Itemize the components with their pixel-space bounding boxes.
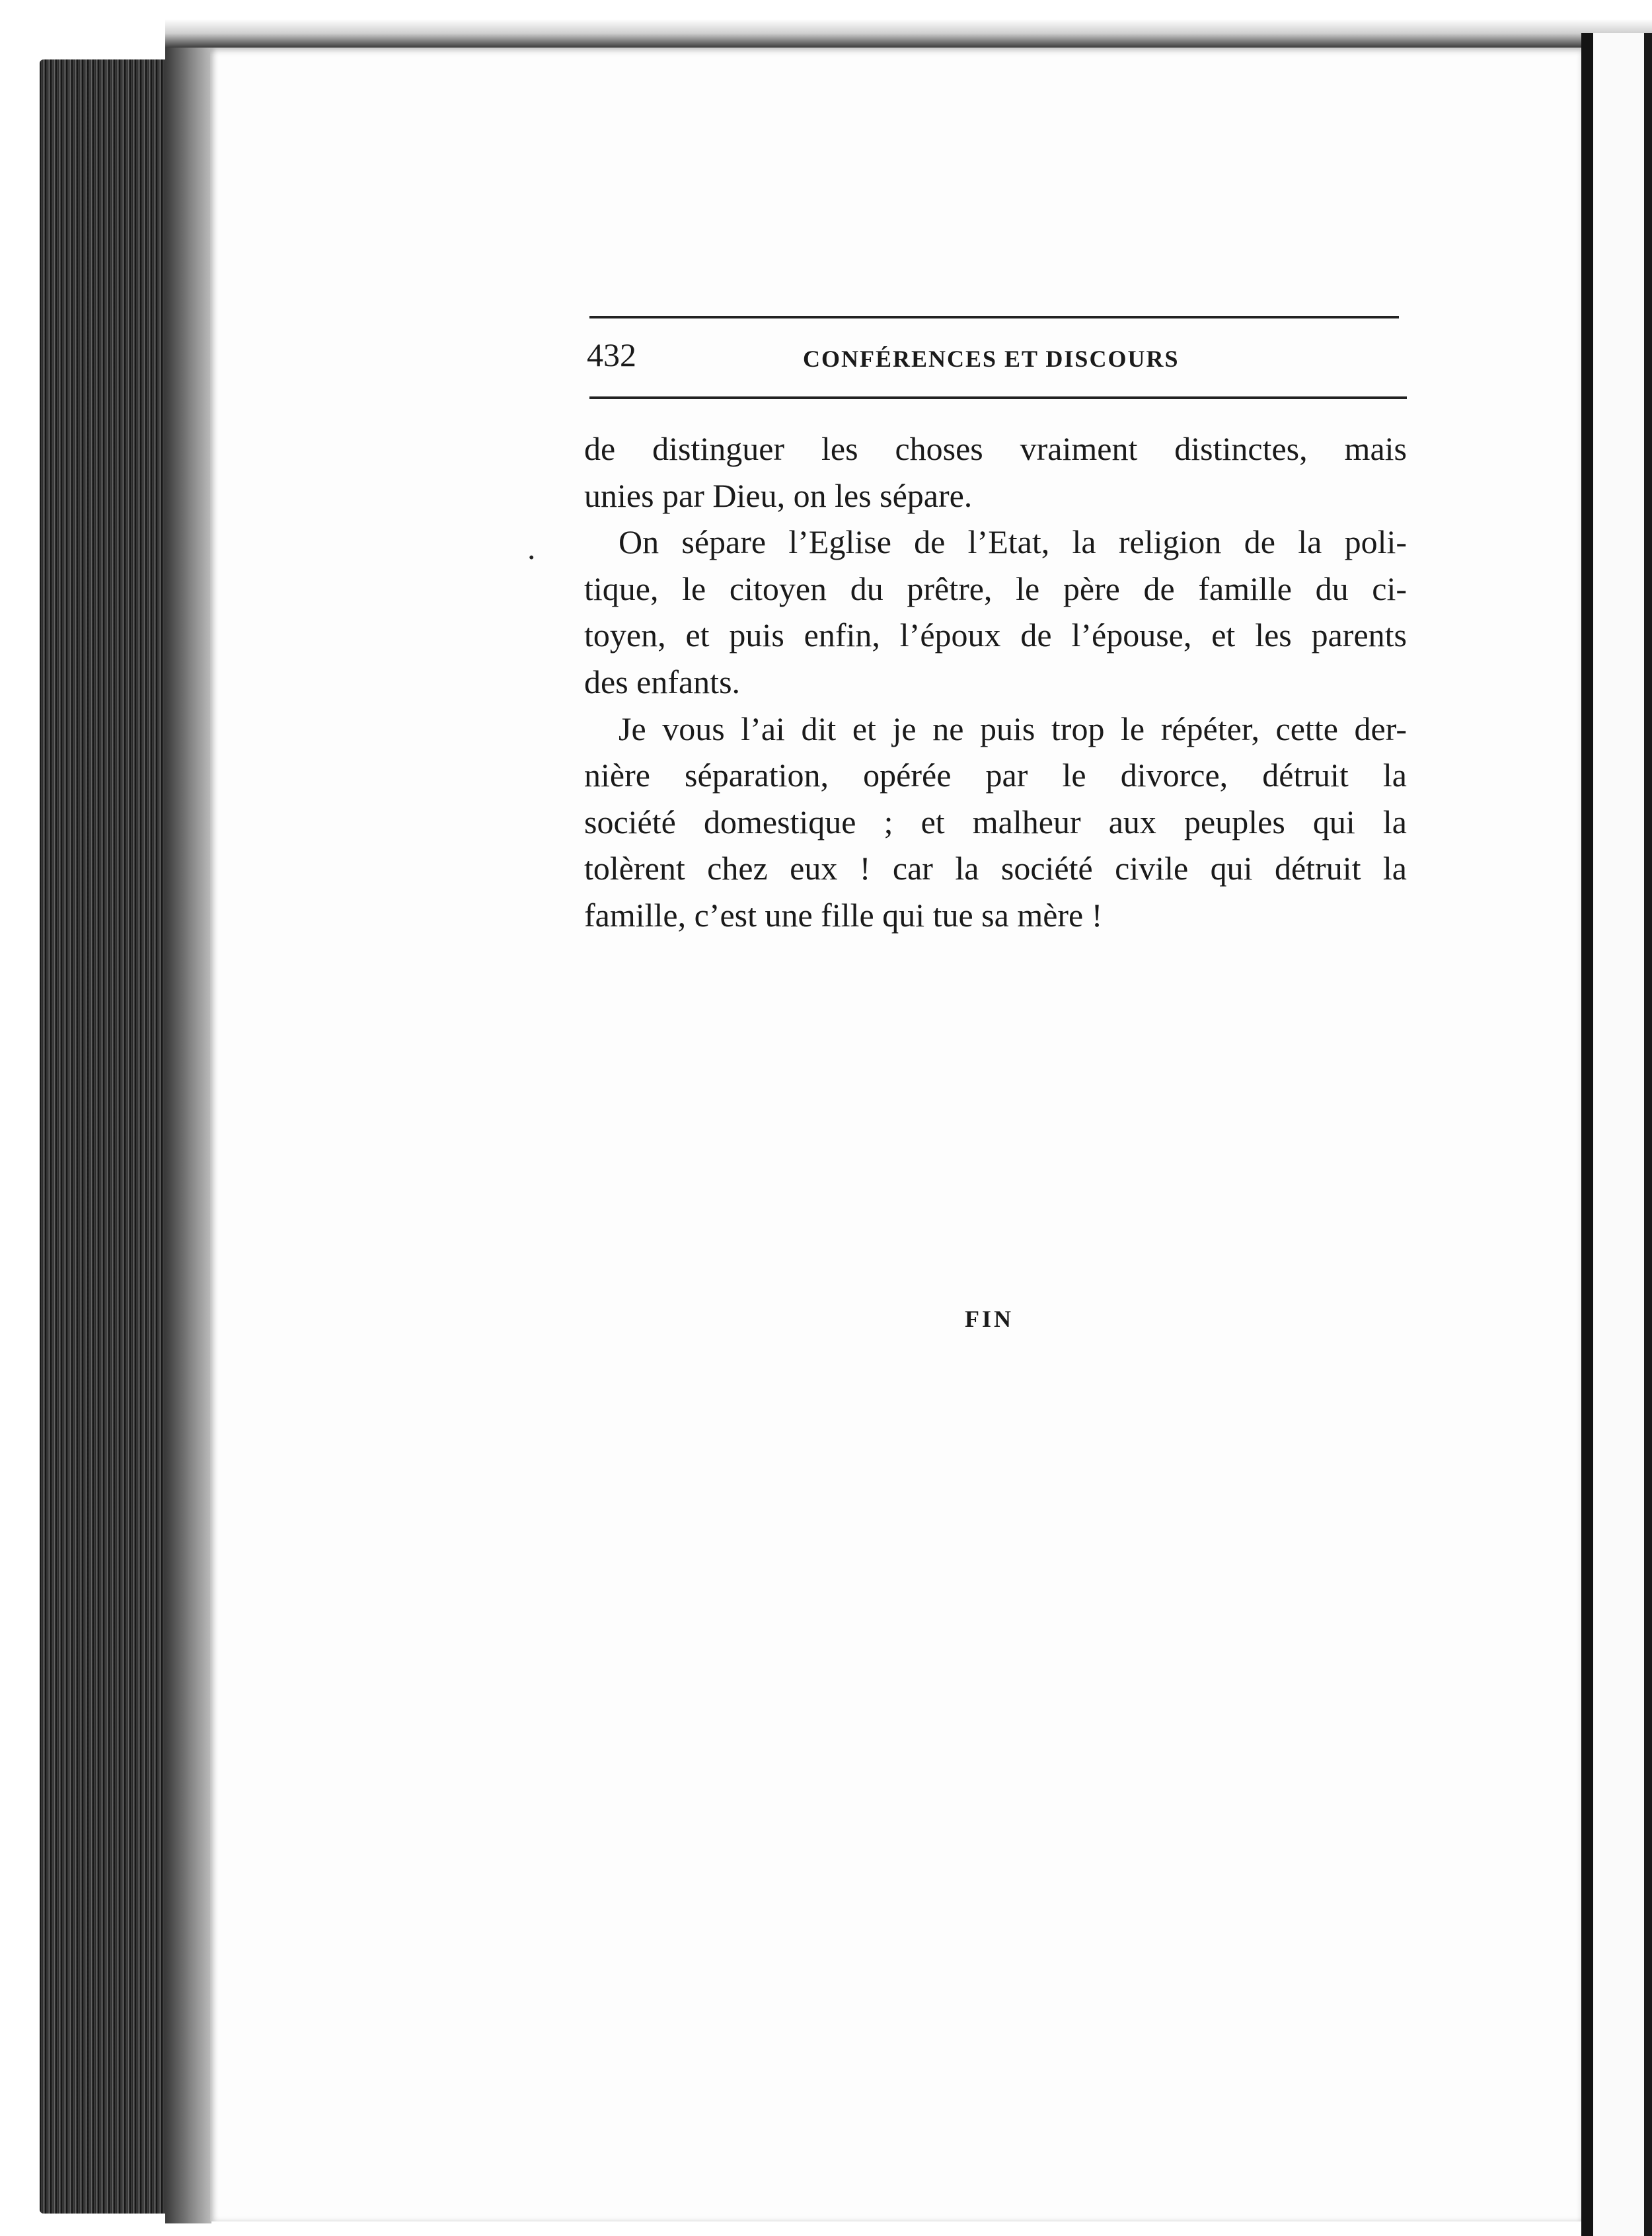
page-number: 432 xyxy=(587,336,636,373)
text-line: tique, le citoyen du prêtre, le père de famille du ci- xyxy=(584,570,1407,607)
text-line: Je vous l’ai dit et je ne puis trop le répéter, cette der- xyxy=(619,710,1407,747)
body-text xyxy=(584,426,1407,939)
right-scan-edge xyxy=(1644,33,1652,2236)
right-page-divider xyxy=(1581,33,1593,2236)
text-line: de distinguer les choses vraiment distinctes, mais xyxy=(584,430,1407,467)
running-head: CONFÉRENCES ET DISCOURS xyxy=(803,346,1180,372)
text-line: société domestique ; et malheur aux peuples qui la xyxy=(584,803,1407,840)
text-line: famille, c’est une fille qui tue sa mère ! xyxy=(584,896,1103,934)
text-line: On sépare l’Eglise de l’Etat, la religion de la poli- xyxy=(619,523,1407,561)
text-line: unies par Dieu, on les sépare. xyxy=(584,476,973,514)
text-line: nière séparation, opérée par le divorce, détruit la xyxy=(584,757,1407,794)
header-rule-bottom xyxy=(589,396,1407,399)
text-line: tolèrent chez eux ! car la société civile qui détruit la xyxy=(584,850,1407,887)
stray-mark: . xyxy=(527,529,536,566)
text-line: des enfants. xyxy=(584,663,741,700)
gutter-shadow xyxy=(165,43,211,2223)
top-scan-border xyxy=(165,0,1652,48)
next-page-sliver xyxy=(1593,33,1652,2236)
end-mark: FIN xyxy=(965,1306,1014,1332)
header-rule-top xyxy=(589,316,1399,318)
text-line: toyen, et puis enfin, l’époux de l’épouse, et les parents xyxy=(584,616,1407,654)
